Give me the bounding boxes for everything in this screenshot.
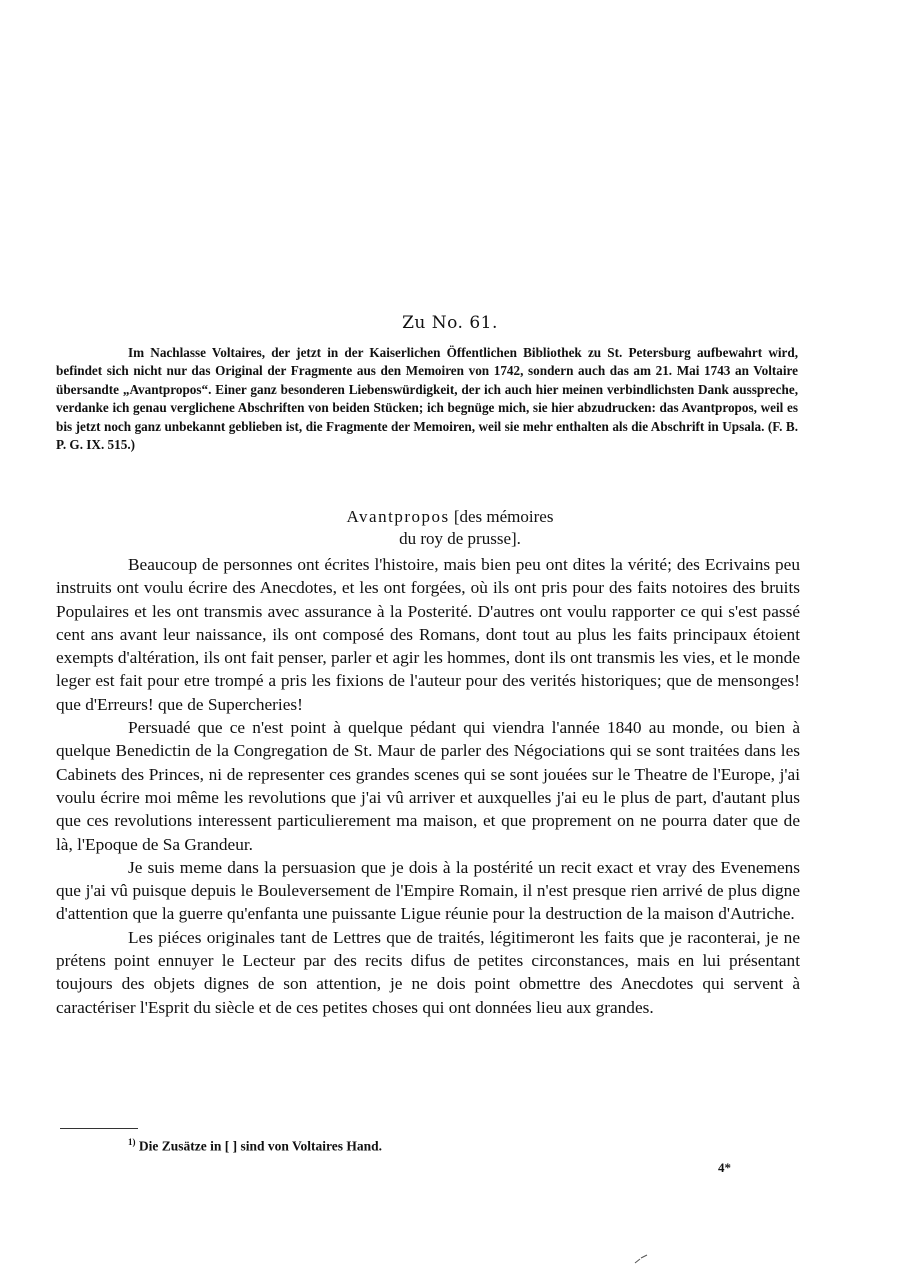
avantpropos-title: [0, 506, 900, 550]
body-text: [56, 553, 800, 1019]
avantpropos-title-line2: du roy de prusse].: [399, 529, 521, 548]
footnote-marker: 1): [128, 1137, 136, 1147]
scan-mark-icon: [634, 1254, 648, 1264]
body-paragraph: Persuadé que ce n'est point à quelque pédant qui viendra l'année 1840 au monde, ou bien à quelque Benedictin de la Congregation de St. Maur de parler des Négociations qui se sont traitées dans les Cabinets des Princes, ni de representer ces grandes scenes qui se sont jouées sur le Theatre de l'Europe, j'ai voulu écrire moi même les revolutions que j'ai vû arriver et auxquelles j'ai eu le plus de part, d'autant plus que ces revolutions interessent particulierement ma maison, et que proprement on ne pourra dater que de là, l'Epoque de Sa Grandeur.: [56, 718, 800, 854]
page-number: 4*: [718, 1160, 731, 1175]
intro-paragraph: Im Nachlasse Voltaires, der jetzt in der Kaiserlichen Öffentlichen Bibliothek zu St. Petersburg aufbewahrt wird, befindet sich nicht nur das Original der Fragmente aus den Memoiren von 1742, sondern auch das am 21. Mai 1743 an Voltaire übersandte „Avantpropos“. Einer ganz besonderen Liebenswürdigkeit, der ich auch hier meinen verbindlichsten Dank ausspreche, verdanke ich genau verglichene Abschriften von beiden Stücken; ich begnüge mich, sie hier abzudrucken: das Avantpropos, weil es bis jetzt noch ganz unbekannt geblieben ist, die Fragmente der Memoiren, weil sie mehr enthalten als die Abschrift in Upsala. (F. B. P. G. IX. 515.): [56, 345, 798, 453]
body-paragraph: Beaucoup de personnes ont écrites l'histoire, mais bien peu ont dites la vérité; des Ecrivains peu instruits ont voulu écrire des Anecdotes, et les ont forgées, où ils ont pris pour des faits notoires des bruits Populaires et les ont transmis avec assurance à la Posterité. D'autres ont voulu rapporter ce qui s'est passé cent ans avant leur naissance, ils ont composé des Romans, dont tout au plus les faits principaux étoient exempts d'altération, ils ont fait penser, parler et agir les hommes, dont ils ont transmis les vies, et le monde leger est fait pour etre trompé a pris les fixions de l'auteur pour des verités historiques; que de mensonges! que d'Erreurs! que de Supercheries!: [56, 555, 800, 714]
section-heading: Zu No. 61.: [402, 313, 498, 333]
footnote: [128, 1137, 382, 1155]
body-paragraph: Je suis meme dans la persuasion que je dois à la postérité un recit exact et vray des Evenemens que j'ai vû puisque depuis le Bouleversement de l'Empire Romain, il n'est presque rien arrivé de plus digne d'attention que la guerre qu'enfanta une puissante Ligue réunie pour la destruction de la maison d'Autriche.: [56, 857, 800, 924]
body-paragraph: Les piéces originales tant de Lettres que de traités, légitimeront les faits que je raconterai, je ne prétens point ennuyer le Lecteur par des recits difus de petites circonstances, mais en lui présentant toujours des objets dignes de son attention, je ne dois point obmettre des Anecdotes qui servent à caractériser l'Esprit du siècle et de ces petites choses qui ont données lieu aux grandes.: [56, 927, 800, 1017]
footnote-divider: [60, 1128, 138, 1129]
avantpropos-title-word: Avantpropos: [346, 507, 450, 526]
avantpropos-title-rest: [des mémoires: [453, 507, 554, 526]
footnote-text: Die Zusätze in [ ] sind von Voltaires Hand.: [138, 1138, 383, 1154]
